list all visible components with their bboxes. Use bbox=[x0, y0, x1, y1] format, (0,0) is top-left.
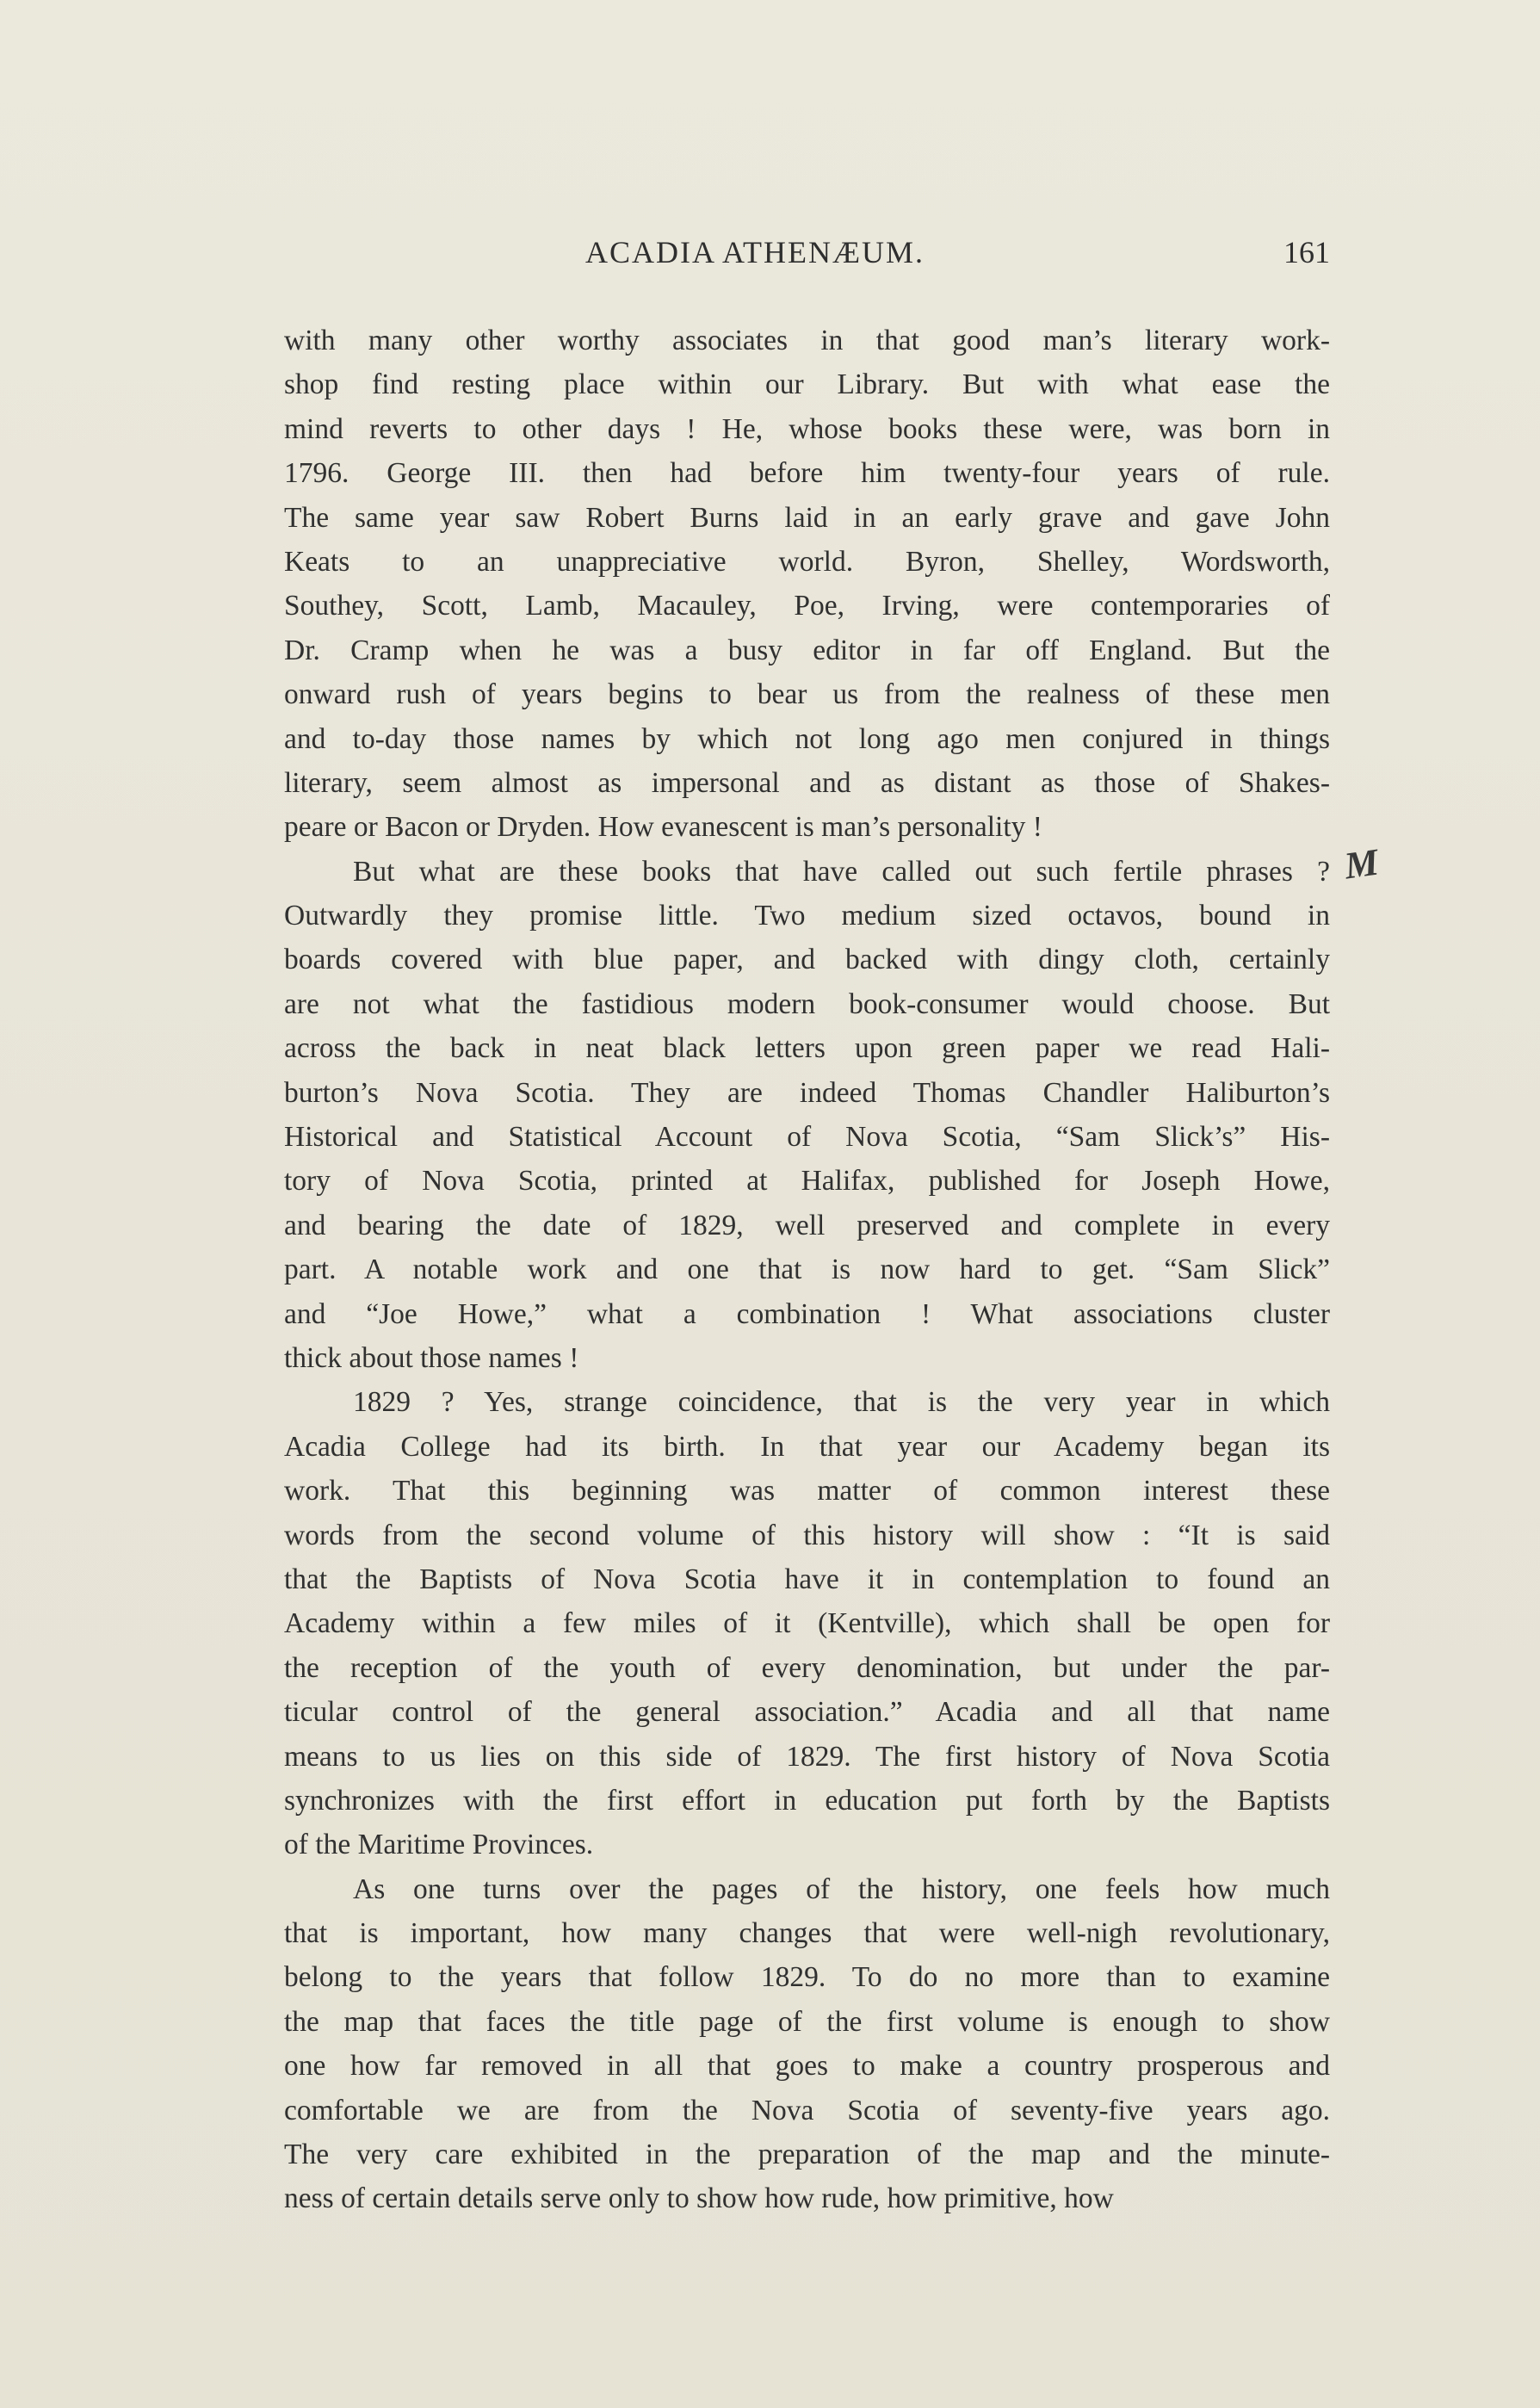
text-line: and to-day those names by which not long ago men conjured in things bbox=[284, 722, 1330, 755]
text-line: shop find resting place within our Library. But with what ease the bbox=[284, 368, 1330, 401]
text-line: across the back in neat black letters upon green paper we read Hali- bbox=[284, 1032, 1330, 1065]
text-line: are not what the fastidious modern book-consumer would choose. But bbox=[284, 987, 1330, 1020]
text-line: that is important, how many changes that were well-nigh revolutionary, bbox=[284, 1917, 1330, 1950]
text-line: tory of Nova Scotia, printed at Halifax, published for Joseph Howe, bbox=[284, 1165, 1330, 1198]
text-line: But what are these books that have called out such fertile phrases ? bbox=[353, 855, 1330, 888]
text-line: ness of certain details serve only to show how rude, how primitive, how bbox=[284, 2182, 1114, 2215]
text-line: The same year saw Robert Burns laid in an early grave and gave John bbox=[284, 501, 1330, 534]
text-line: Keats to an unappreciative world. Byron, Shelley, Wordsworth, bbox=[284, 545, 1330, 578]
text-line: belong to the years that follow 1829. To do no more than to examine bbox=[284, 1961, 1330, 1994]
text-line: means to us lies on this side of 1829. The first history of Nova Scotia bbox=[284, 1740, 1330, 1773]
text-line: onward rush of years begins to bear us from the realness of these men bbox=[284, 678, 1330, 711]
running-header bbox=[284, 234, 1330, 277]
text-line: Historical and Statistical Account of Nova Scotia, “Sam Slick’s” His- bbox=[284, 1121, 1330, 1154]
text-line: and bearing the date of 1829, well preserved and complete in every bbox=[284, 1209, 1330, 1241]
text-line: burton’s Nova Scotia. They are indeed Thomas Chandler Haliburton’s bbox=[284, 1076, 1330, 1109]
text-line: the map that faces the title page of the first volume is enough to show bbox=[284, 2005, 1330, 2038]
text-line: that the Baptists of Nova Scotia have it in contemplation to found an bbox=[284, 1563, 1330, 1595]
running-title: ACADIA ATHENÆUM. bbox=[585, 235, 925, 269]
text-line: ticular control of the general association.” Acadia and all that name bbox=[284, 1696, 1330, 1729]
text-line: The very care exhibited in the preparation of the map and the minute- bbox=[284, 2139, 1330, 2171]
text-line: Academy within a few miles of it (Kentville), which shall be open for bbox=[284, 1607, 1330, 1640]
text-line: part. A notable work and one that is now hard to get. “Sam Slick” bbox=[284, 1254, 1330, 1286]
text-line: As one turns over the pages of the history, one feels how much bbox=[353, 1873, 1330, 1905]
text-line: words from the second volume of this history will show : “It is said bbox=[284, 1519, 1330, 1551]
text-line: comfortable we are from the Nova Scotia of seventy-five years ago. bbox=[284, 2094, 1330, 2126]
text-line: synchronizes with the first effort in education put forth by the Baptists bbox=[284, 1784, 1330, 1817]
text-line: of the Maritime Provinces. bbox=[284, 1829, 594, 1861]
text-line: 1796. George III. then had before him twenty-four years of rule. bbox=[284, 457, 1330, 490]
body-text bbox=[284, 319, 1330, 2221]
text-line: 1829 ? Yes, strange coincidence, that is the very year in which bbox=[353, 1386, 1330, 1419]
text-line: thick about those names ! bbox=[284, 1341, 579, 1374]
text-line: Southey, Scott, Lamb, Macauley, Poe, Irving, were contemporaries of bbox=[284, 590, 1330, 622]
text-line: peare or Bacon or Dryden. How evanescent is man’s personality ! bbox=[284, 811, 1042, 844]
text-line: the reception of the youth of every denomination, but under the par- bbox=[284, 1651, 1330, 1684]
text-line: one how far removed in all that goes to make a country prosperous and bbox=[284, 2050, 1330, 2083]
text-line: Outwardly they promise little. Two medium sized octavos, bound in bbox=[284, 900, 1330, 932]
text-line: boards covered with blue paper, and backed with dingy cloth, certainly bbox=[284, 944, 1330, 976]
text-line: work. That this beginning was matter of common interest these bbox=[284, 1475, 1330, 1507]
handwritten-margin-note: M bbox=[1341, 840, 1382, 888]
text-line: Dr. Cramp when he was a busy editor in far off England. But the bbox=[284, 634, 1330, 666]
text-line: Acadia College had its birth. In that year our Academy began its bbox=[284, 1430, 1330, 1463]
text-line: mind reverts to other days ! He, whose books these were, was born in bbox=[284, 412, 1330, 445]
page-number: 161 bbox=[1283, 235, 1330, 269]
text-line: literary, seem almost as impersonal and as distant as those of Shakes- bbox=[284, 766, 1330, 799]
text-line: with many other worthy associates in that good man’s literary work- bbox=[284, 325, 1330, 356]
text-line: and “Joe Howe,” what a combination ! What associations cluster bbox=[284, 1297, 1330, 1330]
